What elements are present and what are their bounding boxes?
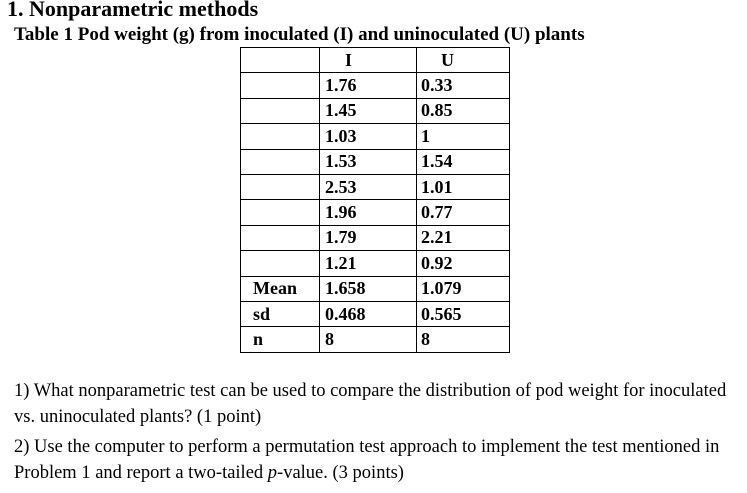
inoculated-value-cell: 1.76 — [320, 73, 417, 98]
row-label-cell — [241, 149, 320, 174]
table-row — [241, 301, 510, 326]
row-label-cell: Mean — [241, 276, 320, 301]
table-row — [241, 73, 510, 98]
uninoculated-value-cell: 1.54 — [417, 149, 510, 174]
section-heading: 1. Nonparametric methods — [7, 0, 259, 21]
question-1: 1) What nonparametric test can be used to compare the distribution of pod weight for inoculated vs. uninoculated plants? (1 point) — [14, 381, 727, 427]
question-2 — [14, 434, 739, 486]
uninoculated-value-cell: 0.565 — [417, 301, 510, 326]
inoculated-value-cell: 2.53 — [320, 174, 417, 199]
table-row — [241, 276, 510, 301]
inoculated-value-cell: 1.658 — [320, 276, 417, 301]
uninoculated-value-cell: 0.33 — [417, 73, 510, 98]
row-label-cell — [241, 73, 320, 98]
questions-block — [14, 378, 739, 490]
uninoculated-value-cell: 0.85 — [417, 98, 510, 123]
inoculated-value-cell: 1.96 — [320, 200, 417, 225]
uninoculated-value-cell: 0.77 — [417, 200, 510, 225]
inoculated-value-cell: 1.45 — [320, 98, 417, 123]
inoculated-value-cell: 1.03 — [320, 124, 417, 149]
table-row — [241, 251, 510, 276]
row-label-cell — [241, 200, 320, 225]
row-label-cell: sd — [241, 301, 320, 326]
table-row — [241, 98, 510, 123]
row-label-cell — [241, 124, 320, 149]
row-label-cell — [241, 251, 320, 276]
question-2-p-symbol: p — [267, 463, 278, 483]
header-cell-inoculated: I — [320, 48, 417, 73]
question-2-text: 2) Use the computer to perform a permutation test approach to implement the test mentioned in Problem 1 and report a two-tailed — [14, 437, 720, 483]
uninoculated-value-cell: 1 — [417, 124, 510, 149]
header-cell-uninoculated: U — [417, 48, 510, 73]
table-row — [241, 124, 510, 149]
uninoculated-value-cell: 1.079 — [417, 276, 510, 301]
inoculated-value-cell: 1.53 — [320, 149, 417, 174]
question-2-text-end: -value. (3 points) — [277, 463, 404, 483]
row-label-cell — [241, 225, 320, 250]
table-row — [241, 149, 510, 174]
header-cell-label — [241, 48, 320, 73]
inoculated-value-cell: 0.468 — [320, 301, 417, 326]
table-header-row — [241, 48, 510, 73]
row-label-cell — [241, 98, 320, 123]
table-body — [241, 73, 510, 352]
table-row — [241, 225, 510, 250]
table-row — [241, 174, 510, 199]
uninoculated-value-cell: 8 — [417, 327, 510, 352]
inoculated-value-cell: 8 — [320, 327, 417, 352]
table-caption: Table 1 Pod weight (g) from inoculated (I) and uninoculated (U) plants — [14, 24, 585, 45]
table-row — [241, 200, 510, 225]
row-label-cell — [241, 174, 320, 199]
uninoculated-value-cell: 2.21 — [417, 225, 510, 250]
row-label-cell: n — [241, 327, 320, 352]
uninoculated-value-cell: 1.01 — [417, 174, 510, 199]
pod-weight-table — [240, 47, 510, 353]
table-row — [241, 327, 510, 352]
inoculated-value-cell: 1.21 — [320, 251, 417, 276]
inoculated-value-cell: 1.79 — [320, 225, 417, 250]
uninoculated-value-cell: 0.92 — [417, 251, 510, 276]
